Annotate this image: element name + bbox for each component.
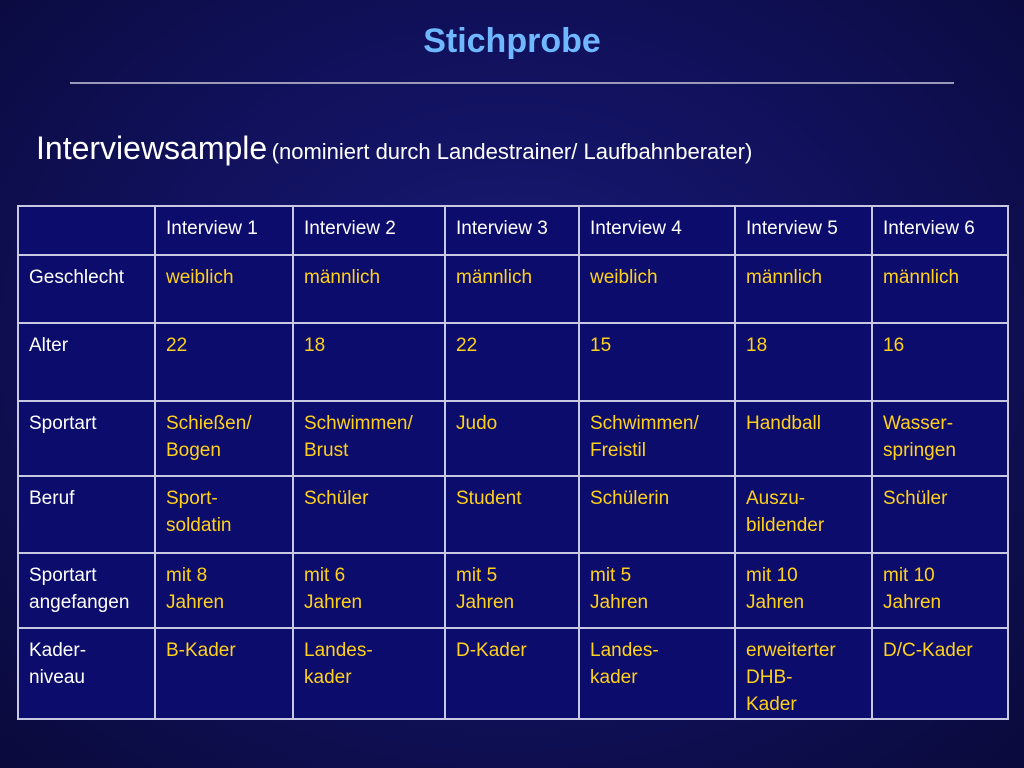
table-cell: Handball	[735, 401, 872, 476]
table-row-geschlecht	[18, 255, 1008, 323]
row-label: Kader- niveau	[18, 628, 155, 719]
table-cell: Sport- soldatin	[155, 476, 293, 553]
table-cell: erweiterter DHB- Kader	[735, 628, 872, 719]
interview-sample-table	[17, 205, 1009, 720]
table-cell: Schüler	[872, 476, 1008, 553]
table-row-kader-niveau	[18, 628, 1008, 719]
row-label: Alter	[18, 323, 155, 401]
table-cell: Landes- kader	[579, 628, 735, 719]
table-cell: männlich	[445, 255, 579, 323]
table-cell: mit 8 Jahren	[155, 553, 293, 628]
table-cell: Judo	[445, 401, 579, 476]
header-interview-1: Interview 1	[155, 206, 293, 255]
table-cell: weiblich	[579, 255, 735, 323]
table-cell: Landes- kader	[293, 628, 445, 719]
row-label: Geschlecht	[18, 255, 155, 323]
table-cell: 22	[155, 323, 293, 401]
table-cell: Schülerin	[579, 476, 735, 553]
table-corner-cell	[18, 206, 155, 255]
table-cell: 16	[872, 323, 1008, 401]
table-cell: weiblich	[155, 255, 293, 323]
table-row-alter	[18, 323, 1008, 401]
slide-title: Stichprobe	[423, 22, 601, 60]
table-cell: D-Kader	[445, 628, 579, 719]
table-cell: männlich	[293, 255, 445, 323]
table-cell: Schwimmen/ Brust	[293, 401, 445, 476]
row-label: Sportart angefangen	[18, 553, 155, 628]
table-cell: 22	[445, 323, 579, 401]
title-divider	[70, 82, 954, 84]
header-interview-3: Interview 3	[445, 206, 579, 255]
table-cell: B-Kader	[155, 628, 293, 719]
table-cell: mit 10 Jahren	[872, 553, 1008, 628]
table-cell: mit 5 Jahren	[579, 553, 735, 628]
table-row-beruf	[18, 476, 1008, 553]
header-interview-2: Interview 2	[293, 206, 445, 255]
subtitle-parenthetical: (nominiert durch Landestrainer/ Laufbahnberater)	[271, 139, 753, 164]
table-cell: männlich	[872, 255, 1008, 323]
table-cell: Schießen/ Bogen	[155, 401, 293, 476]
table-header-row	[18, 206, 1008, 255]
table-row-sportart-angefangen	[18, 553, 1008, 628]
table-cell: D/C-Kader	[872, 628, 1008, 719]
table-cell: 18	[293, 323, 445, 401]
table-row-sportart	[18, 401, 1008, 476]
header-interview-6: Interview 6	[872, 206, 1008, 255]
row-label: Sportart	[18, 401, 155, 476]
slide-subtitle	[36, 130, 752, 167]
table-cell: Student	[445, 476, 579, 553]
table-cell: Schüler	[293, 476, 445, 553]
table-cell: mit 10 Jahren	[735, 553, 872, 628]
table-cell: Wasser- springen	[872, 401, 1008, 476]
subtitle-main: Interviewsample	[36, 130, 268, 166]
table-cell: mit 6 Jahren	[293, 553, 445, 628]
table-cell: mit 5 Jahren	[445, 553, 579, 628]
table-cell: 15	[579, 323, 735, 401]
row-label: Beruf	[18, 476, 155, 553]
table-cell: Schwimmen/ Freistil	[579, 401, 735, 476]
table-cell: männlich	[735, 255, 872, 323]
table-cell: 18	[735, 323, 872, 401]
header-interview-4: Interview 4	[579, 206, 735, 255]
header-interview-5: Interview 5	[735, 206, 872, 255]
table-cell: Auszu- bildender	[735, 476, 872, 553]
